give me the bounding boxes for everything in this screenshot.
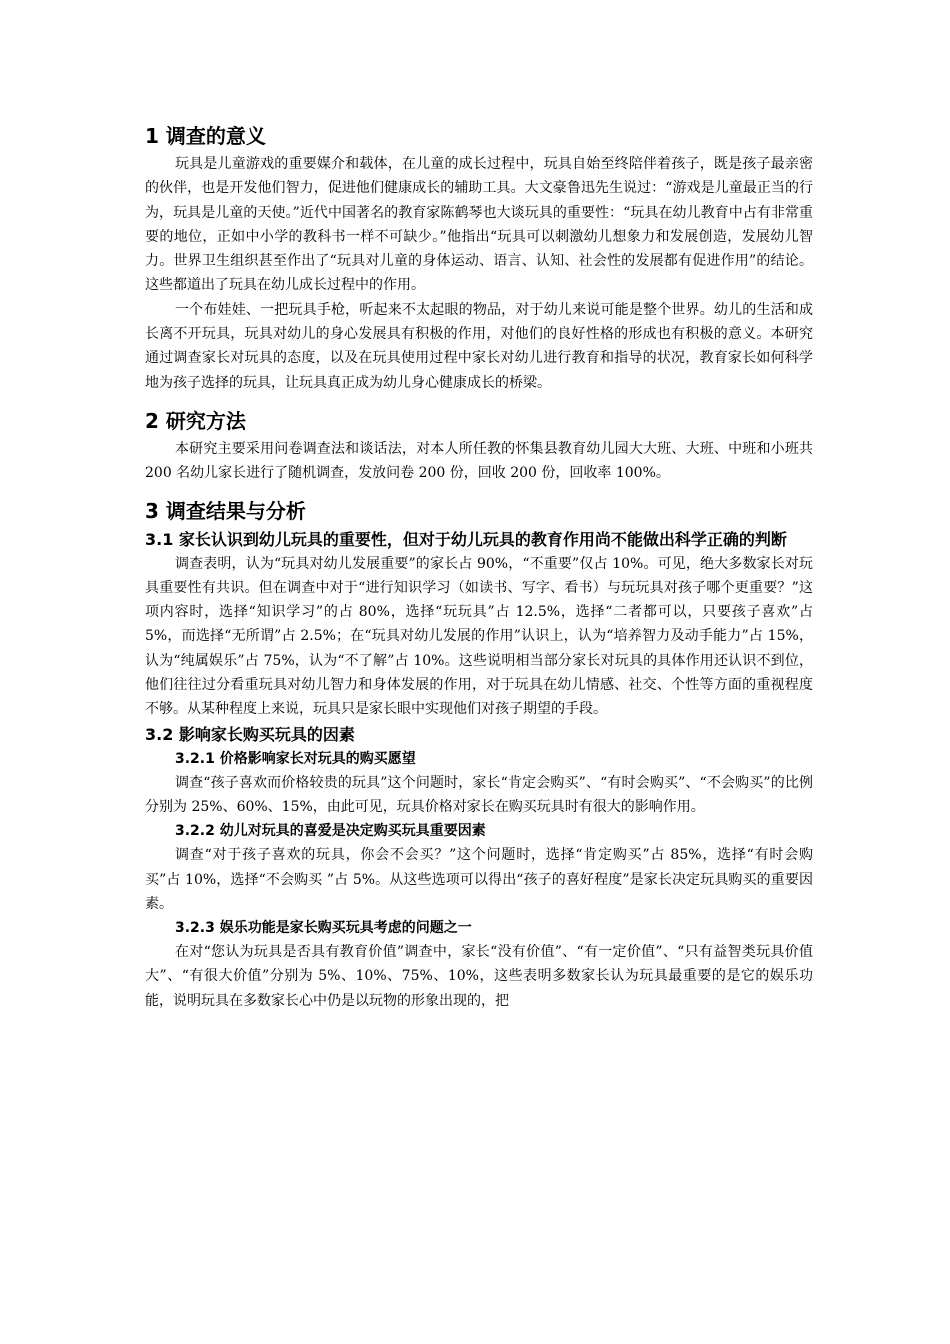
subsection-3-2-2-heading: 3.2.2 幼儿对玩具的喜爱是决定购买玩具重要因素 bbox=[175, 823, 486, 840]
section-3-heading: 3 调查结果与分析 bbox=[145, 498, 306, 523]
subsection-3-2-2-paragraph: 调查“对于孩子喜欢的玩具，你会不会买？”这个问题时，选择“肯定购买”占 85%，选择“有时会购买”占 10%，选择“不会购买 ”占 5%。从这些选项可以得出“孩子的喜好程度”是家长决定玩具购买的重要因素。 bbox=[145, 847, 813, 912]
subsection-3-2-3-heading: 3.2.3 娱乐功能是家长购买玩具考虑的问题之一 bbox=[175, 920, 472, 937]
section-1-heading: 1 调查的意义 bbox=[145, 124, 266, 148]
section-1-paragraph-2: 一个布娃娃、一把玩具手枪，听起来不太起眼的物品，对于幼儿来说可能是整个世界。幼儿的生活和成长离不开玩具，玩具对幼儿的身心发展具有积极的作用，对他们的良好性格的形成也有积极的意义。本研究通过调查家长对玩具的态度，以及在玩具使用过程中家长对幼儿进行教育和指导的状况，教育家长如何科学地为孩子选择的玩具，让玩具真正成为幼儿身心健康成长的桥梁。 bbox=[145, 301, 813, 391]
document-page bbox=[145, 122, 813, 1013]
subsection-3-2-heading: 3.2 影响家长购买玩具的因素 bbox=[145, 724, 355, 744]
subsection-3-1-paragraph: 调查表明，认为“玩具对幼儿发展重要”的家长占 90%，“不重要”仅占 10%。可见，绝大多数家长对玩具重要性有共识。但在调查中对于“进行知识学习（如读书、写字、看书）与玩玩具对孩子哪个更重要？”这项内容时，选择“知识学习”的占 80%，选择“玩玩具”占 12.5%，选择“二者都可以，只要孩子喜欢”占 5%，而选择“无所谓”占 2.5%；在“玩具对幼儿发展的作用”认识上，认为“培养智力及动手能力”占 15%，认为“纯属娱乐”占 75%，认为“不了解”占 10%。这些说明相当部分家长对玩具的具体作用还认识不到位，他们往往过分看重玩具对幼儿智力和身体发展的作用，对于玩具在幼儿情感、社交、个性等方面的重视程度不够。从某种程度上来说，玩具只是家长眼中实现他们对孩子期望的手段。 bbox=[145, 555, 813, 718]
subsection-3-1-heading: 3.1 家长认识到幼儿玩具的重要性，但对于幼儿玩具的教育作用尚不能做出科学正确的判断 bbox=[145, 529, 787, 549]
section-1-paragraph-1: 玩具是儿童游戏的重要媒介和载体，在儿童的成长过程中，玩具自始至终陪伴着孩子，既是孩子最亲密的伙伴，也是开发他们智力，促进他们健康成长的辅助工具。大文豪鲁迅先生说过：“游戏是儿童最正当的行为，玩具是儿童的天使。”近代中国著名的教育家陈鹤琴也大谈玩具的重要性：“玩具在幼儿教育中占有非常重要的地位，正如中小学的教科书一样不可缺少。”他指出“玩具可以刺激幼儿想象力和发展创造，发展幼儿智力。世界卫生组织甚至作出了“玩具对儿童的身体运动、语言、认知、社会性的发展都有促进作用”的结论。这些都道出了玩具在幼儿成长过程中的作用。 bbox=[145, 156, 813, 294]
subsection-3-2-1-heading: 3.2.1 价格影响家长对玩具的购买愿望 bbox=[175, 750, 416, 767]
section-2-paragraph: 本研究主要采用问卷调查法和谈话法，对本人所任教的怀集县教育幼儿园大大班、大班、中班和小班共 200 名幼儿家长进行了随机调查，发放问卷 200 份，回收 200 份，回收率 100%。 bbox=[145, 440, 813, 482]
subsection-3-2-3-paragraph: 在对“您认为玩具是否具有教育价值”调查中，家长“没有价值”、“有一定价值”、“只有益智类玩具价值大”、“有很大价值”分别为 5%、10%、75%、10%，这些表明多数家长认为玩具最重要的是它的娱乐功能，说明玩具在多数家长心中仍是以玩物的形象出现的，把 bbox=[145, 944, 813, 1009]
subsection-3-2-1-paragraph: 调查“孩子喜欢而价格较贵的玩具”这个问题时，家长“肯定会购买”、“有时会购买”、“不会购买”的比例分别为 25%、60%、15%，由此可见，玩具价格对家长在购买玩具时有很大的影响作用。 bbox=[145, 774, 813, 815]
section-2-heading: 2 研究方法 bbox=[145, 408, 246, 433]
